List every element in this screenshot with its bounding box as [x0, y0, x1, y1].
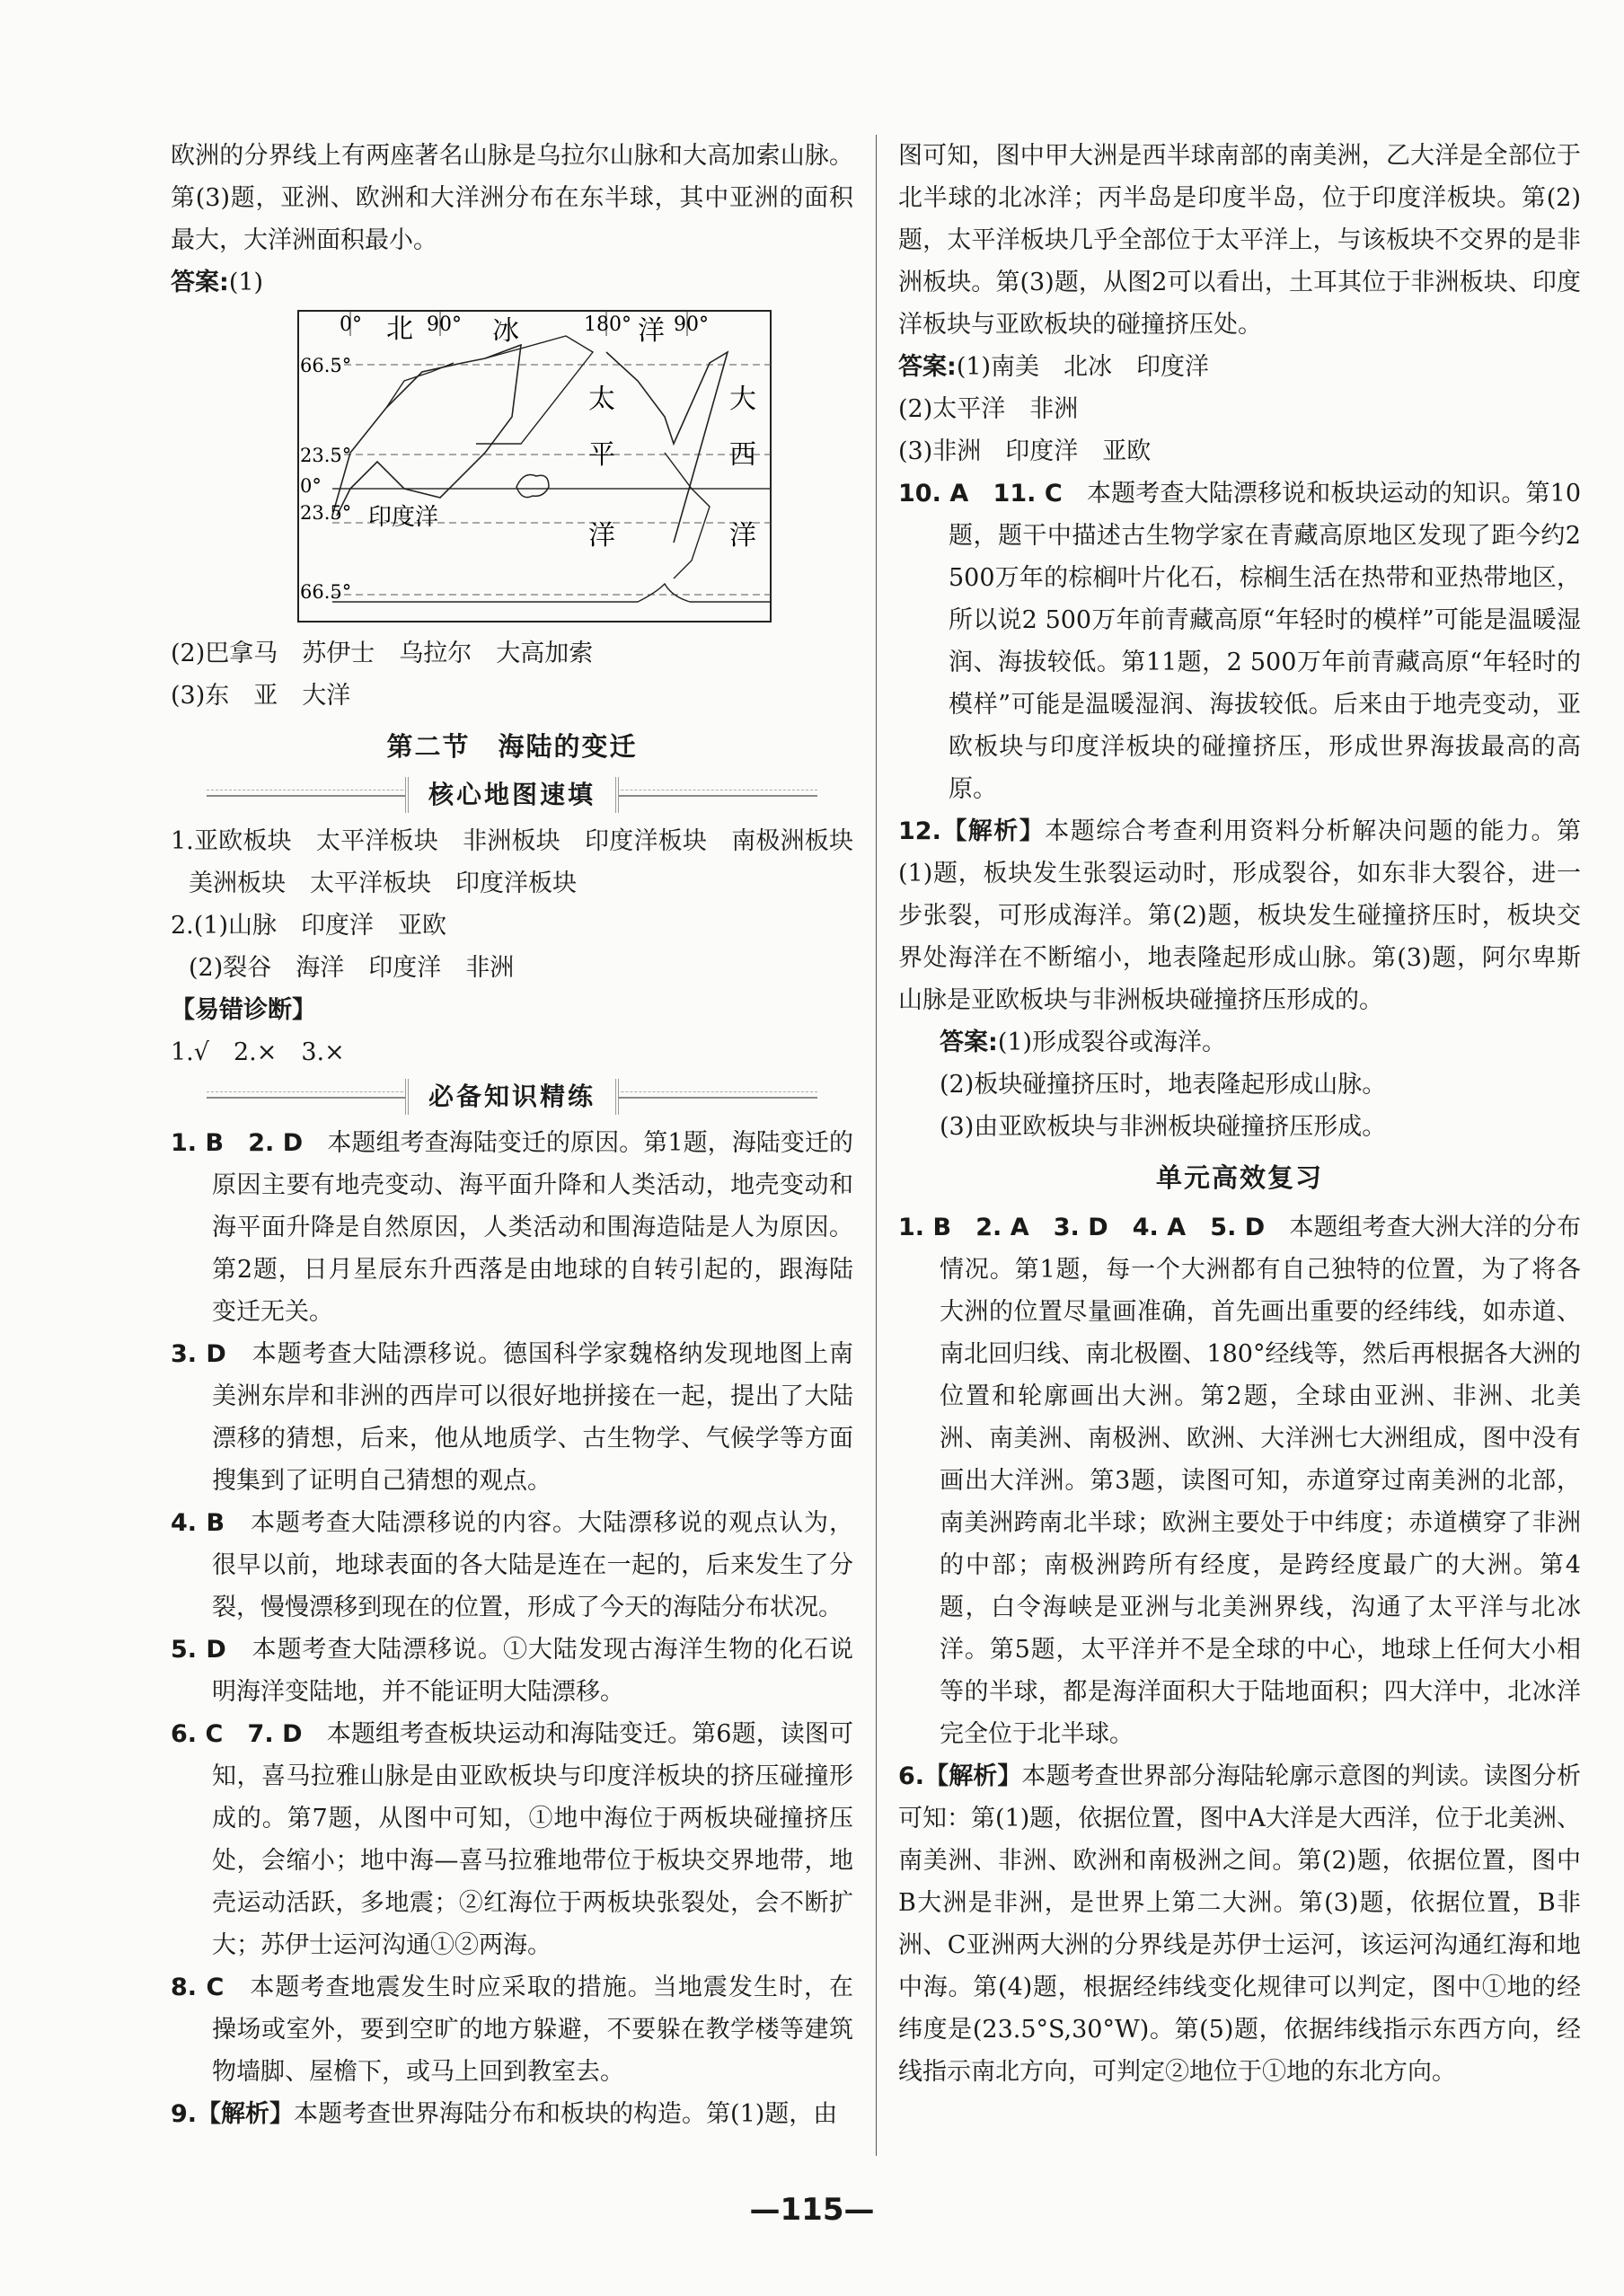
question-number: 5. D [171, 1636, 226, 1664]
ocean-label: 洋 [729, 520, 756, 552]
paragraph: 欧洲的分界线上有两座著名山脉是乌拉尔山脉和大高加索山脉。第(3)题，亚洲、欧洲和大洋洲分布在东半球，其中亚洲的面积最大，大洋洲面积最小。 [171, 142, 853, 254]
ocean-label: 洋 [588, 520, 615, 552]
question-number: 6.【解析】 [898, 1762, 1022, 1790]
fill-item: 1.亚欧板块 太平洋板块 非洲板块 印度洋板块 南极洲板块 美洲板块 太平洋板块 印度洋板块 [171, 827, 878, 897]
section-title: 第二节 海陆的变迁 [386, 731, 638, 762]
fill-item: (2)裂谷 海洋 印度洋 非洲 [189, 954, 515, 982]
lat-label: 23.5° [300, 445, 352, 466]
question-text: 本题组考查大洲大洋的分布情况。第1题，每一个大洲都有自己独特的位置，为了将各大洲的位置尽量画准确，首先画出重要的经纬线，如赤道、南北回归线、南北极圈、180°经线等，然后再根据各大洲的位置和轮廓画出大洲。第2题，全球由亚洲、非洲、北美洲、南美洲、南极洲、欧洲、大洋洲七大洲组成，图中没有画出大洋洲。第3题，读图可知，赤道穿过南美洲的北部，南美洲跨南北半球；欧洲主要处于中纬度；赤道横穿了非洲的中部；南极洲跨所有经度，是跨经度最广的大洲。第4题，白令海峡是亚洲与北美洲界线，沟通了太平洋与北冰洋。第5题，太平洋并不是全球的中心，地球上任何大小相等的半球，都是海洋面积大于陆地面积；四大洋中，北冰洋完全位于北半球。 [940, 1214, 1581, 1748]
ocean-label: 西 [729, 439, 756, 471]
ocean-label: 大 [729, 384, 756, 415]
question-item [171, 1122, 853, 1333]
question-text: 本题考查世界海陆分布和板块的构造。第(1)题，由 [294, 2100, 838, 2128]
banner-label: 核心地图速填 [405, 777, 619, 813]
answer-line: (3)非洲 印度洋 亚欧 [898, 437, 1152, 465]
lat-label: 23.5° [300, 502, 352, 524]
world-map-sketch [296, 309, 772, 623]
question-text: 本题考查大陆漂移说。①大陆发现古海洋生物的化石说明海洋变陆地，并不能证明大陆漂移。 [212, 1636, 854, 1706]
left-column [171, 135, 878, 2135]
answer-line: (3)东 亚 大洋 [171, 682, 351, 710]
question-item [171, 2093, 853, 2135]
diagnosis-answers: 1.√ 2.× 3.× [171, 1038, 345, 1066]
question-number: 8. C [171, 1974, 225, 2001]
question-item [171, 1713, 853, 1966]
ocean-label: 印度洋 [368, 504, 439, 531]
question-item [898, 810, 1581, 1021]
answer-line: (2)巴拿马 苏伊士 乌拉尔 大高加索 [171, 640, 594, 667]
question-item [171, 1629, 853, 1713]
map-label: 北 [386, 313, 413, 345]
question-number: 6. C 7. D [171, 1720, 303, 1748]
answer-text: (1)南美 北冰 印度洋 [956, 353, 1210, 381]
question-item [898, 472, 1581, 810]
question-number: 12.【解析】 [898, 817, 1046, 845]
map-label: 90° [427, 313, 462, 336]
map-label: 洋 [638, 315, 665, 347]
question-number: 9.【解析】 [171, 2100, 295, 2128]
answer-line: (3)由亚欧板块与非洲板块碰撞挤压形成。 [940, 1113, 1387, 1141]
question-item [171, 1966, 853, 2093]
map-label: 冰 [492, 315, 519, 347]
question-number: 4. B [171, 1509, 225, 1537]
fill-item: 2.(1)山脉 印度洋 亚欧 [171, 912, 447, 940]
answer-label: 答案: [940, 1029, 998, 1056]
answer-line: (2)太平洋 非洲 [898, 395, 1079, 423]
map-label: 180° [584, 313, 631, 336]
banner-knowledge [171, 1077, 853, 1117]
page-number: —115— [749, 2192, 875, 2228]
answer-label: 答案: [898, 353, 957, 381]
right-column [898, 135, 1581, 2093]
answer-text: (1) [228, 269, 264, 296]
answer-line [898, 346, 1581, 388]
question-text: 本题考查大陆漂移说。德国科学家魏格纳发现地图上南美洲东岸和非洲的西岸可以很好地拼接在一起，提出了大陆漂移的猜想，后来，他从地质学、古生物学、气候学等方面搜集到了证明自己猜想的观点。 [212, 1340, 854, 1495]
answer-line [171, 261, 853, 304]
paragraph: 图可知，图中甲大洲是西半球南部的南美洲，乙大洋是全部位于北半球的北冰洋；丙半岛是印度半岛，位于印度洋板块。第(2)题，太平洋板块几乎全部位于太平洋上，与该板块不交界的是非洲板块。第(3)题，从图2可以看出，土耳其位于非洲板块、印度洋板块与亚欧板块的碰撞挤压处。 [898, 142, 1581, 339]
question-number: 3. D [171, 1340, 226, 1368]
question-item [898, 1755, 1581, 2093]
question-text: 本题考查地震发生时应采取的措施。当地震发生时，在操场或室外，要到空旷的地方躲避，不要躲在教学楼等建筑物墙脚、屋檐下，或马上回到教室去。 [212, 1974, 854, 2086]
ocean-label: 平 [588, 439, 615, 471]
answer-label: 答案: [171, 269, 229, 296]
banner-core-map [171, 775, 853, 815]
ocean-label: 太 [588, 384, 615, 415]
question-text: 本题考查大陆漂移说和板块运动的知识。第10题，题干中描述古生物学家在青藏高原地区发现了距今约2 500万年的棕榈叶片化石，棕榈生活在热带和亚热带地区，所以说2 500万年前青藏高原“年轻时的模样”可能是温暖湿润、海拔较低。第11题，2 500万年前青藏高原“年轻时的模样”可能是温暖湿润、海拔较低。后来由于地壳变动，亚欧板块与印度洋板块的碰撞挤压，形成世界海拔最高的高原。 [949, 480, 1582, 803]
review-title: 单元高效复习 [1155, 1162, 1323, 1193]
banner-label: 必备知识精练 [405, 1079, 619, 1115]
question-item [171, 1502, 853, 1629]
column-divider [876, 135, 877, 2156]
question-number: 1. B 2. D [171, 1129, 304, 1157]
answer-line: (2)板块碰撞挤压时，地表隆起形成山脉。 [940, 1071, 1387, 1099]
question-text: 本题组考查海陆变迁的原因。第1题，海陆变迁的原因主要有地壳变动、海平面升降和人类活动，地壳变动和海平面升降是自然原因，人类活动和围海造陆是人为原因。第2题，日月星辰东升西落是由地球的自转引起的，跟海陆变迁无关。 [212, 1129, 854, 1326]
question-number: 1. B 2. A 3. D 4. A 5. D [898, 1214, 1266, 1241]
question-text: 本题综合考查利用资料分析解决问题的能力。第(1)题，板块发生张裂运动时，形成裂谷，如东非大裂谷，进一步张裂，可形成海洋。第(2)题，板块发生碰撞挤压时，板块交界处海洋在不断缩小，地表隆起形成山脉。第(3)题，阿尔卑斯山脉是亚欧板块与非洲板块碰撞挤压形成的。 [898, 817, 1581, 1014]
map-label: 90° [674, 313, 709, 336]
lat-label: 66.5° [300, 581, 352, 603]
answer-line [898, 1021, 1581, 1064]
map-label: 0° [340, 313, 362, 336]
question-text: 本题考查大陆漂移说的内容。大陆漂移说的观点认为，很早以前，地球表面的各大陆是连在一起的，后来发生了分裂，慢慢漂移到现在的位置，形成了今天的海陆分布状况。 [212, 1509, 854, 1621]
lat-label: 66.5° [300, 355, 352, 376]
question-item [898, 1206, 1581, 1755]
lat-label: 0° [300, 475, 322, 497]
question-number: 10. A 11. C [898, 480, 1063, 508]
question-text: 本题组考查板块运动和海陆变迁。第6题，读图可知，喜马拉雅山脉是由亚欧板块与印度洋板块的挤压碰撞形成的。第7题，从图中可知，①地中海位于两板块碰撞挤压处，会缩小；地中海—喜马拉雅地带位于板块交界地带，地壳运动活跃，多地震；②红海位于两板块张裂处，会不断扩大；苏伊士运河沟通①②两海。 [212, 1720, 853, 1959]
question-text: 本题考查世界部分海陆轮廓示意图的判读。读图分析可知：第(1)题，依据位置，图中A大洋是大西洋，位于北美洲、南美洲、非洲、欧洲和南极洲之间。第(2)题，依据位置，图中B大洲是非洲，是世界上第二大洲。第(3)题，依据位置，B非洲、C亚洲两大洲的分界线是苏伊士运河，该运河沟通红海和地中海。第(4)题，根据经纬线变化规律可以判定，图中①地的经纬度是(23.5°S,30°W)。第(5)题，依据纬线指示东西方向，经线指示南北方向，可判定②地位于①地的东北方向。 [898, 1762, 1581, 2086]
question-item [171, 1333, 853, 1502]
diagnosis-title: 【易错诊断】 [171, 996, 316, 1024]
answer-text: (1)形成裂谷或海洋。 [997, 1029, 1227, 1056]
